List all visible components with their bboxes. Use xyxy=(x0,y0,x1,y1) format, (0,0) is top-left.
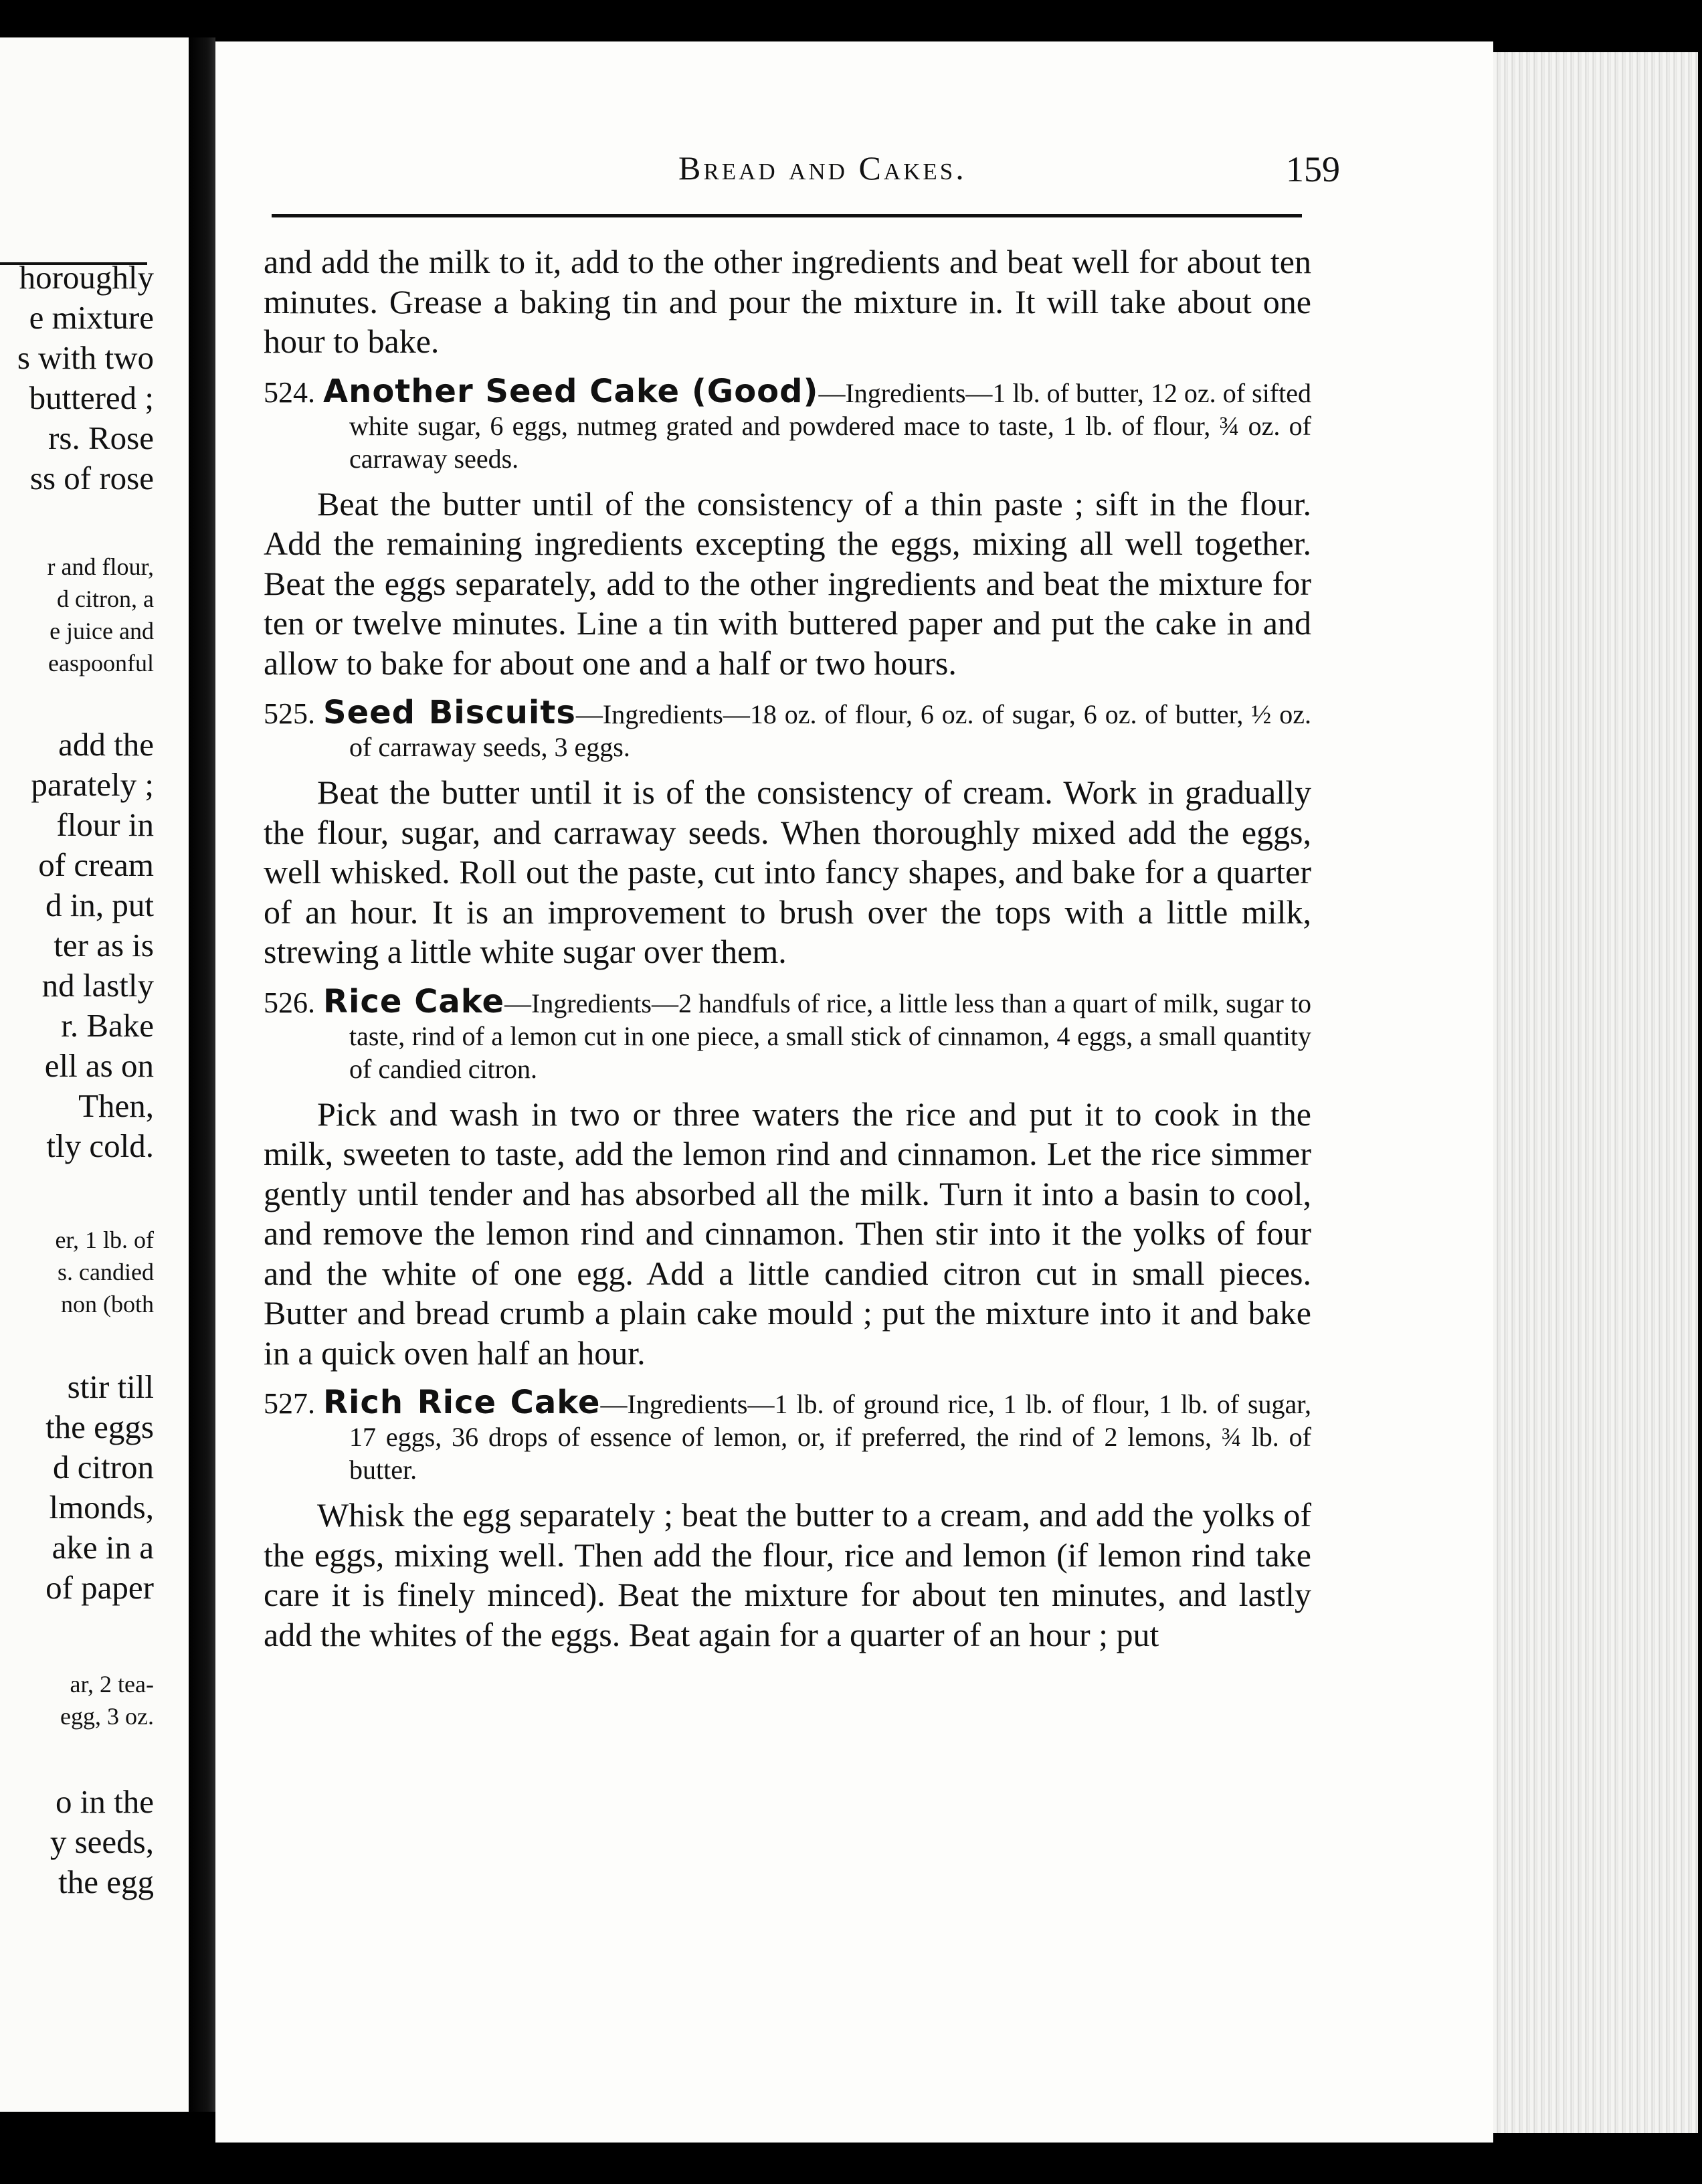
recipe-ingredients: —Ingredients—18 oz. of flour, 6 oz. of sugar, 6 oz. of butter, ½ oz. of carraway seeds, 3 eggs. xyxy=(349,699,1312,762)
left-line: flour in xyxy=(56,806,154,843)
left-line: s. candied xyxy=(58,1259,154,1285)
left-line: the egg xyxy=(58,1863,154,1900)
left-line: horoughly xyxy=(19,259,154,296)
recipe-title: Rich Rice Cake xyxy=(323,1384,601,1421)
book-gutter xyxy=(189,37,215,2112)
recipe-title: Seed Biscuits xyxy=(323,694,576,731)
left-line: er, 1 lb. of xyxy=(55,1226,154,1253)
recipe-title: Another Seed Cake (Good) xyxy=(323,372,819,410)
left-line: buttered ; xyxy=(29,379,154,416)
recipe-ingredients: —Ingredients—1 lb. of ground rice, 1 lb. of flour, 1 lb. of sugar, 17 eggs, 36 drops of essence of lemon, or, if preferred, the rind of 2 lemons, ¾ lb. of butter. xyxy=(349,1389,1312,1485)
left-line: easpoonful xyxy=(48,650,154,676)
book-page-edges xyxy=(1493,52,1698,2133)
left-line: of paper xyxy=(45,1569,154,1606)
recipe-title: Rice Cake xyxy=(323,982,504,1020)
recipe-method: Pick and wash in two or three waters the rice and put it to cook in the milk, sweeten to taste, add the lemon rind and cinnamon. Let the rice simmer gently until tender and has absorbed all the milk. Turn it into a basin to cool, and remove the lemon rind and cinnamon. Then stir into it the yolks of four and the white of one egg. Add a little candied citron cut in small pieces. Butter and bread crumb a plain cake mould ; put the mixture into it and bake in a quick oven half an hour. xyxy=(264,1095,1311,1372)
recipe-number: 527. xyxy=(264,1387,315,1420)
left-line: lmonds, xyxy=(49,1489,154,1526)
left-line: ar, 2 tea- xyxy=(70,1671,154,1698)
recipe-524 xyxy=(264,372,1311,684)
recipe-527 xyxy=(264,1386,1311,1655)
left-page xyxy=(0,37,189,2112)
left-line: d citron, a xyxy=(57,585,154,612)
recipe-method: Beat the butter until of the consistency of a thin paste ; sift in the flour. Add the remaining ingredients excepting the eggs, mixing all well together. Beat the eggs separately, add to the other ingredients and beat the mixture for ten or twelve minutes. Line a tin with buttered paper and put the cake in and allow to bake for about one and a half or two hours. xyxy=(264,484,1311,682)
left-line: ss of rose xyxy=(29,460,154,496)
left-line: parately ; xyxy=(31,766,154,803)
left-line: ter as is xyxy=(54,927,154,964)
recipe-number: 524. xyxy=(264,375,315,409)
left-line: r. Bake xyxy=(61,1007,154,1044)
recipe-number: 526. xyxy=(264,986,315,1019)
recipe-525 xyxy=(264,694,1312,972)
left-line: rs. Rose xyxy=(48,420,154,456)
left-line: o in the xyxy=(56,1783,154,1820)
recipe-number: 525. xyxy=(264,697,315,730)
recipe-ingredients: —Ingredients—1 lb. of butter, 12 oz. of sifted white sugar, 6 eggs, nutmeg grated and powdered mace to taste, 1 lb. of flour, ¾ oz. of carraway seeds. xyxy=(349,377,1311,474)
running-title: Bread and Cakes. xyxy=(678,149,967,187)
left-line: e juice and xyxy=(50,618,154,644)
recipe-method: Whisk the egg separately ; beat the butter to a cream, and add the yolks of the eggs, mixing well. Then add the flour, rice and lemon (if lemon rind take care it is finely minced). Beat the mixture for about ten minutes, and lastly add the whites of the eggs. Beat again for a quarter of an hour ; put xyxy=(264,1496,1311,1653)
left-line: stir till xyxy=(67,1368,154,1405)
recipe-heading xyxy=(264,372,1311,475)
header-rule xyxy=(272,214,1302,217)
left-line: tly cold. xyxy=(46,1127,154,1164)
recipe-method: Beat the butter until it is of the consistency of cream. Work in gradually the flour, sugar, and carraway seeds. When thoroughly mixed add the eggs, well whisked. Roll out the paste, cut into fancy shapes, and bake for a quarter of an hour. It is an improvement to brush over the tops with a little milk, strewing a little white sugar over them. xyxy=(264,774,1311,970)
left-line: s with two xyxy=(17,339,154,376)
left-line: egg, 3 oz. xyxy=(60,1703,154,1730)
page-content xyxy=(264,242,1311,1655)
left-line: ake in a xyxy=(52,1529,154,1566)
recipe-heading xyxy=(264,694,1312,763)
left-line: d citron xyxy=(52,1449,154,1485)
recipe-526 xyxy=(264,982,1311,1374)
left-line: nd lastly xyxy=(41,967,154,1004)
left-line: add the xyxy=(58,726,154,763)
right-page xyxy=(215,41,1493,2143)
left-line: Then, xyxy=(78,1087,154,1124)
left-line: r and flour, xyxy=(47,553,154,580)
left-line: of cream xyxy=(38,846,154,883)
left-line: ell as on xyxy=(44,1047,154,1084)
left-line: y seeds, xyxy=(50,1823,154,1860)
intro-paragraph: and add the milk to it, add to the other ingredients and beat well for about ten minutes. Grease a baking tin and pour the mixture in. It will take about one hour to bake. xyxy=(264,243,1311,360)
left-line: non (both xyxy=(61,1291,154,1317)
recipe-heading xyxy=(264,982,1311,1085)
recipe-heading xyxy=(264,1386,1311,1486)
left-line: e mixture xyxy=(29,299,154,336)
recipe-ingredients: —Ingredients—2 handfuls of rice, a little less than a quart of milk, sugar to taste, rind of a lemon cut in one piece, a small stick of cinnamon, 4 eggs, a small quantity of candied citron. xyxy=(349,988,1311,1084)
left-line: d in, put xyxy=(45,887,154,923)
page-number: 159 xyxy=(1286,149,1340,189)
left-line: the eggs xyxy=(45,1408,154,1445)
page-header xyxy=(269,149,1527,202)
